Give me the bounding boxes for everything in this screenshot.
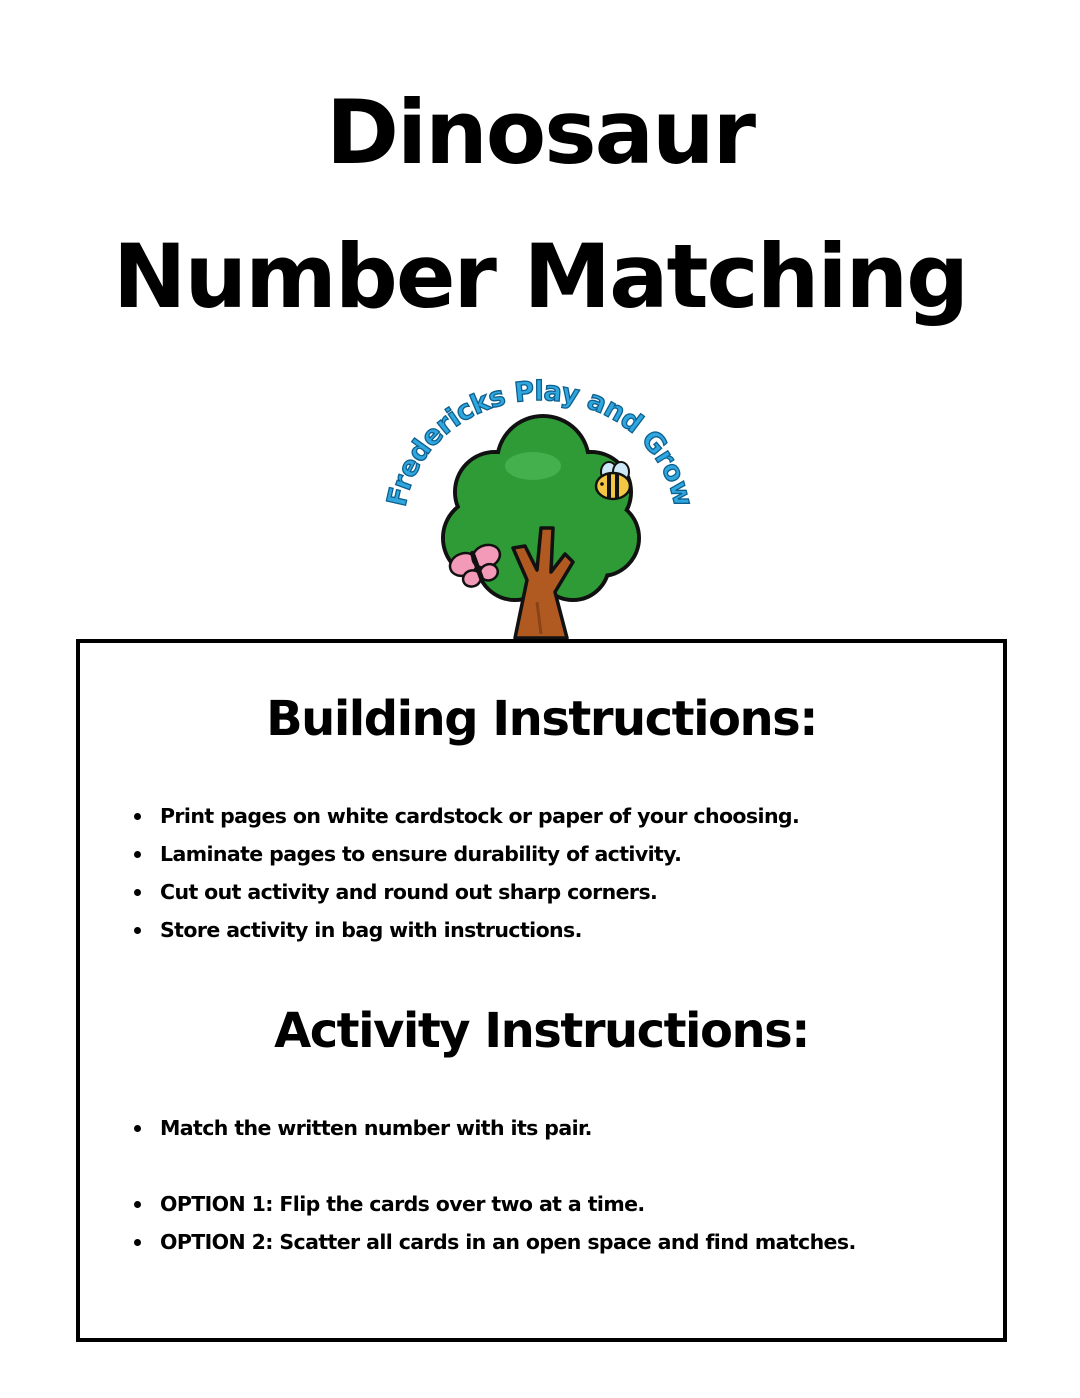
list-item: OPTION 1: Flip the cards over two at a time. bbox=[130, 1185, 856, 1223]
title-line-1: Dinosaur bbox=[325, 81, 755, 184]
title-line-2: Number Matching bbox=[112, 225, 968, 328]
list-item: Print pages on white cardstock or paper of your choosing. bbox=[130, 797, 799, 835]
list-item: Cut out activity and round out sharp corners. bbox=[130, 873, 799, 911]
list-item: Store activity in bag with instructions. bbox=[130, 911, 799, 949]
activity-instructions-list bbox=[130, 1109, 592, 1147]
building-instructions-heading: Building Instructions: bbox=[266, 691, 817, 747]
instructions-panel bbox=[76, 639, 1007, 1342]
activity-instructions-heading: Activity Instructions: bbox=[274, 1003, 809, 1059]
list-item: Match the written number with its pair. bbox=[130, 1109, 592, 1147]
list-item: Laminate pages to ensure durability of activity. bbox=[130, 835, 799, 873]
building-instructions-list bbox=[130, 797, 799, 949]
brand-logo bbox=[365, 370, 715, 645]
list-item: OPTION 2: Scatter all cards in an open space and find matches. bbox=[130, 1223, 856, 1261]
bee-icon bbox=[596, 462, 630, 499]
activity-options-list bbox=[130, 1185, 856, 1261]
logo-text-path: Fredericks Play and Grow bbox=[381, 375, 699, 510]
tree-icon bbox=[443, 416, 639, 638]
